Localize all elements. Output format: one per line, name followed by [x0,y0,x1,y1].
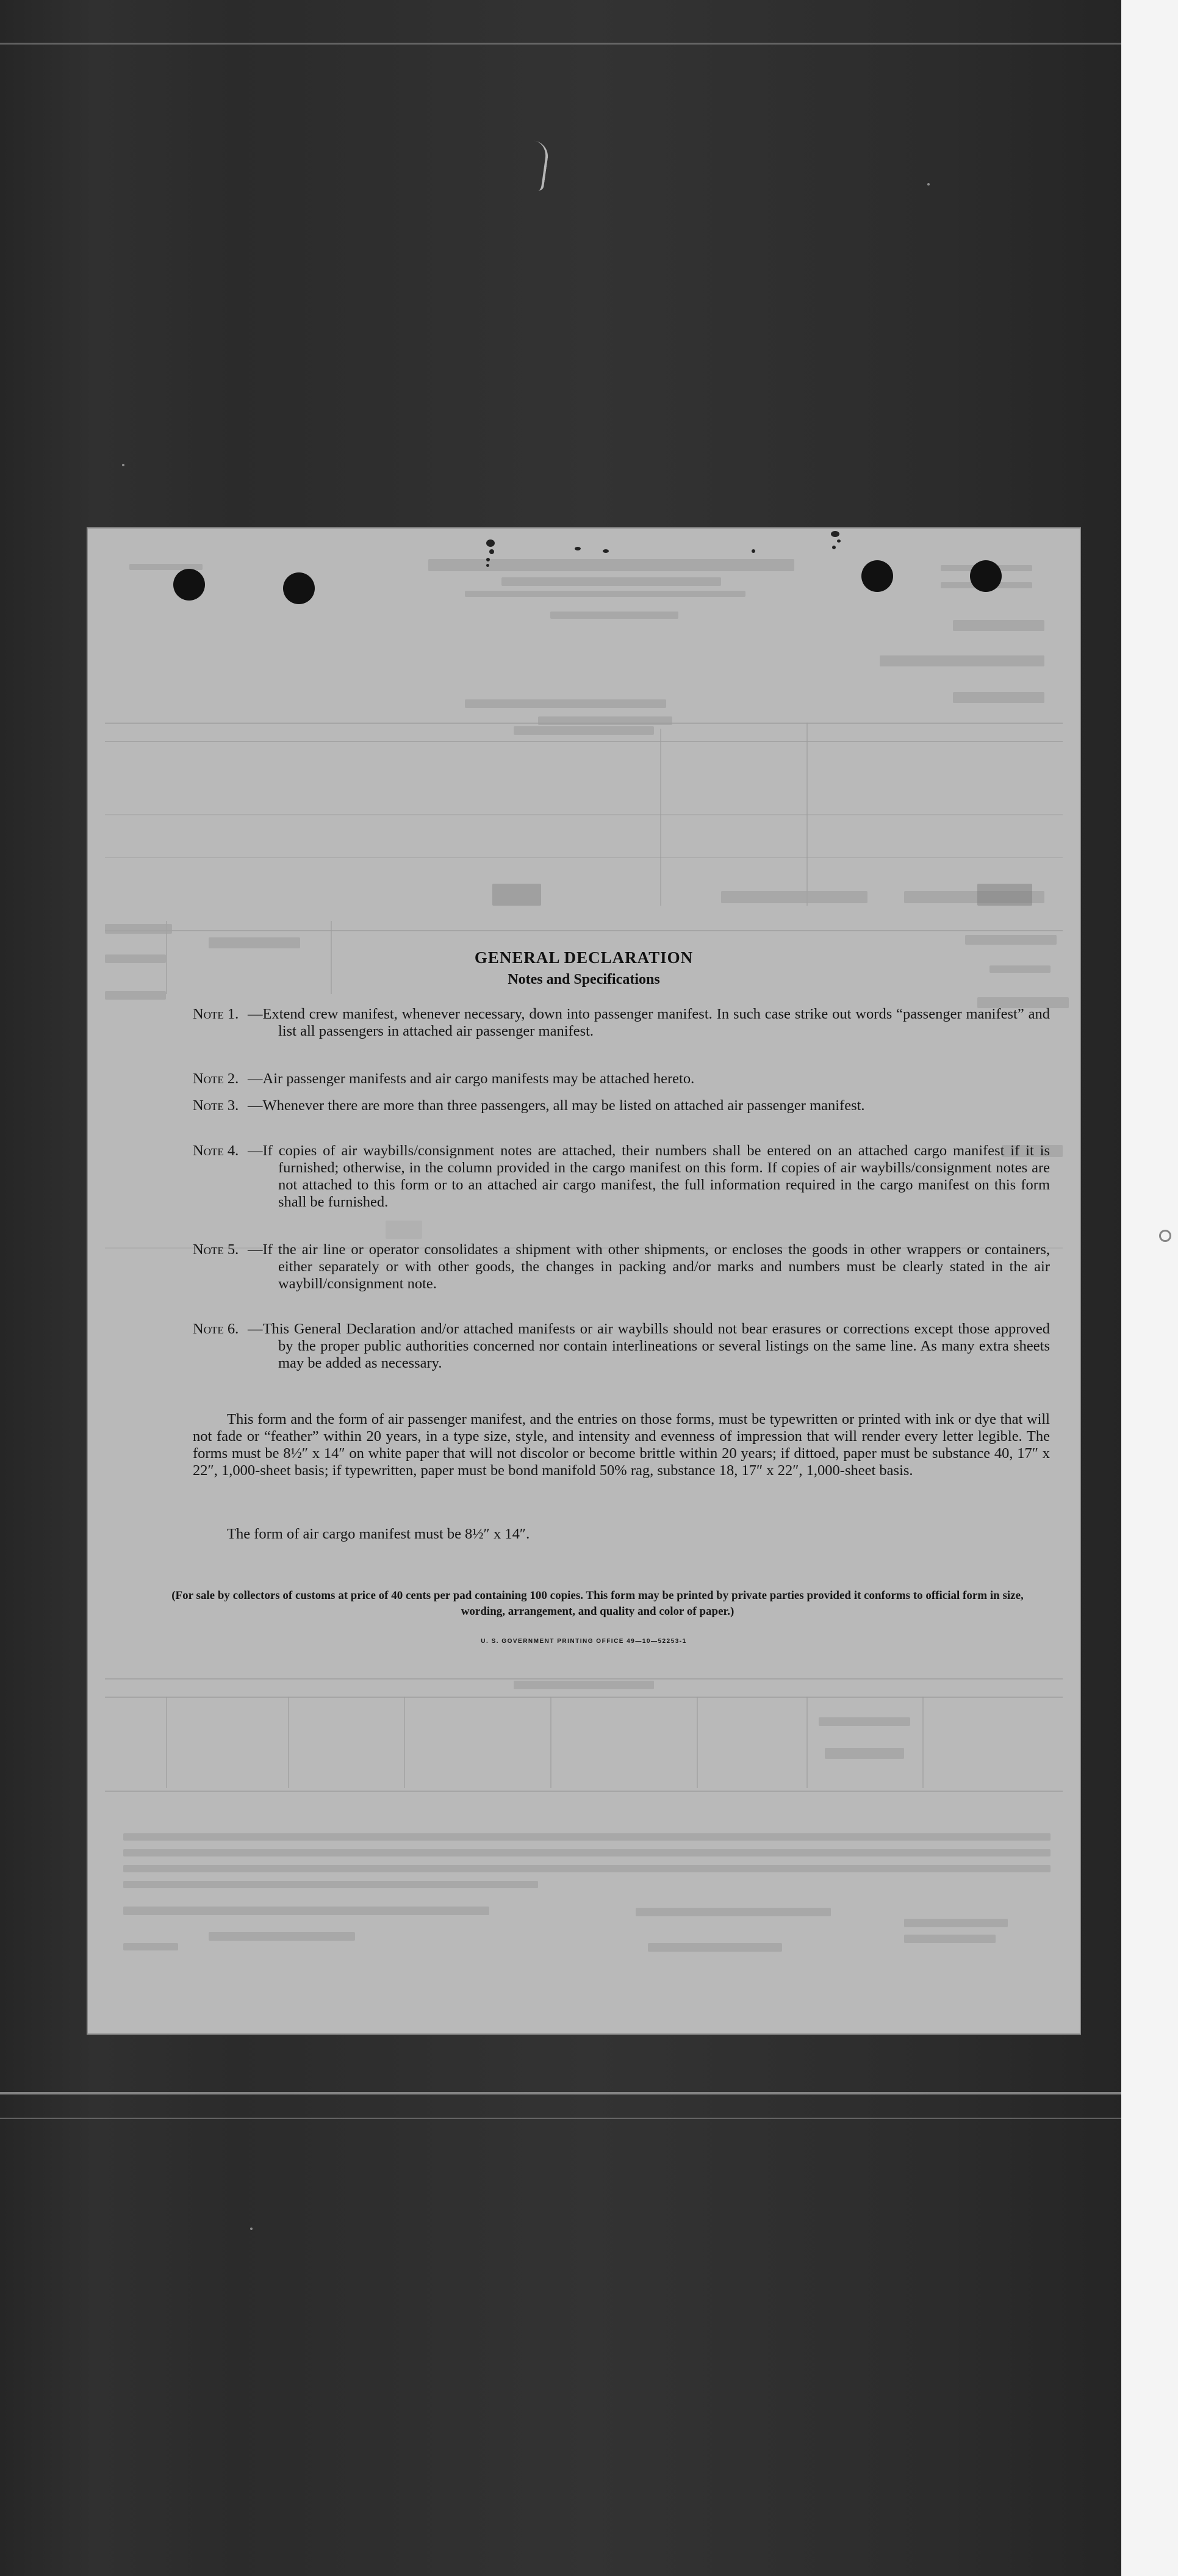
sale-note: (For sale by collectors of customs at price of 40 cents per pad containing 100 copies. This form may be printed by private parties provided it conforms to official form in size, wording, arrangement, and quality and color of paper.) [171,1589,1024,1618]
note-text: —Air passenger manifests and air cargo manifests may be attached hereto. [248,1070,695,1087]
note-label: Note 3. [193,1097,239,1114]
specification-paragraph: This form and the form of air passenger manifest, and the entries on those forms, must be typewritten or printed with ink or dye that will not fade or “feather” within 20 years, in a type size, style, and intensity and evenness of impression that will render every letter legible. The forms must be 8½″ x 14″ on white paper that will not discolor or become brittle within 20 years; if dittoed, paper must be substance 40, 17″ x 22″, 1,000-sheet basis; if typewritten, paper must be bond manifold 50% rag, substance 18, 17″ x 22″, 1,000-sheet basis. [193,1411,1050,1479]
note-label: Note 2. [193,1070,239,1087]
ink-speck [575,547,581,550]
film-speck [250,2228,253,2230]
note-label: Note 5. [193,1241,239,1258]
note-text: —Whenever there are more than three passengers, all may be listed on attached air passenger manifest. [248,1097,865,1114]
note-text: —This General Declaration and/or attached manifests or air waybills should not bear erasures or corrections except those approved by the proper public authorities concerned nor contain interlineations or several listings on the same line. As many extra sheets may be added as necessary. [248,1321,1050,1371]
punch-hole [283,572,315,604]
punch-hole [970,560,1002,592]
ink-speck [486,539,495,547]
note-1 [193,1006,1050,1040]
ink-speck [832,546,836,549]
film-edge-line [0,2118,1121,2119]
ink-speck [752,549,755,553]
note-4 [193,1142,1050,1211]
ink-speck [486,564,489,567]
film-speck [122,464,124,466]
punch-hole [861,560,893,592]
document-title: GENERAL DECLARATION [474,948,694,967]
note-2 [193,1070,1050,1088]
note-text: —If copies of air waybills/consignment notes are attached, their numbers shall be entered on an attached cargo manifest if it is furnished; otherwise, in the column provided in the cargo manifest on this form. If copies of air waybills/consignment notes are not attached to this form or to an attached air cargo manifest, the full information required in the cargo manifest on this form shall be furnished. [248,1142,1050,1210]
note-text: —If the air line or operator consolidates a shipment with other shipments, or encloses the goods in other wrappers or containers, either separately or with other goods, the changes in packing and/or marks and numbers must be clearly stated in the air waybill/consignment note. [248,1241,1050,1292]
punch-hole [173,569,205,601]
note-text: —Extend crew manifest, whenever necessary, down into passenger manifest. In such case strike out words “passenger manifest” and list all passengers in attached air passenger manifest. [248,1006,1050,1039]
ink-speck [603,549,609,553]
film-speck [1159,1230,1171,1242]
film-edge [1121,0,1178,2576]
note-label: Note 1. [193,1006,239,1022]
film-edge-line [0,2092,1121,2094]
ink-speck [486,558,490,561]
note-3 [193,1097,1050,1114]
ink-speck [489,549,494,554]
ink-speck [837,539,841,543]
cargo-manifest-size: The form of air cargo manifest must be 8½″ x 14″. [227,1526,530,1542]
document-subtitle: Notes and Specifications [508,972,660,987]
ink-speck [831,531,839,537]
film-speck [927,183,930,186]
note-label: Note 4. [193,1142,239,1159]
note-5 [193,1241,1050,1293]
note-label: Note 6. [193,1321,239,1337]
printing-office-line: U. S. GOVERNMENT PRINTING OFFICE 49—10—52253-1 [481,1638,687,1645]
document-page [87,527,1081,2035]
film-edge-line [0,43,1121,45]
note-6 [193,1321,1050,1372]
